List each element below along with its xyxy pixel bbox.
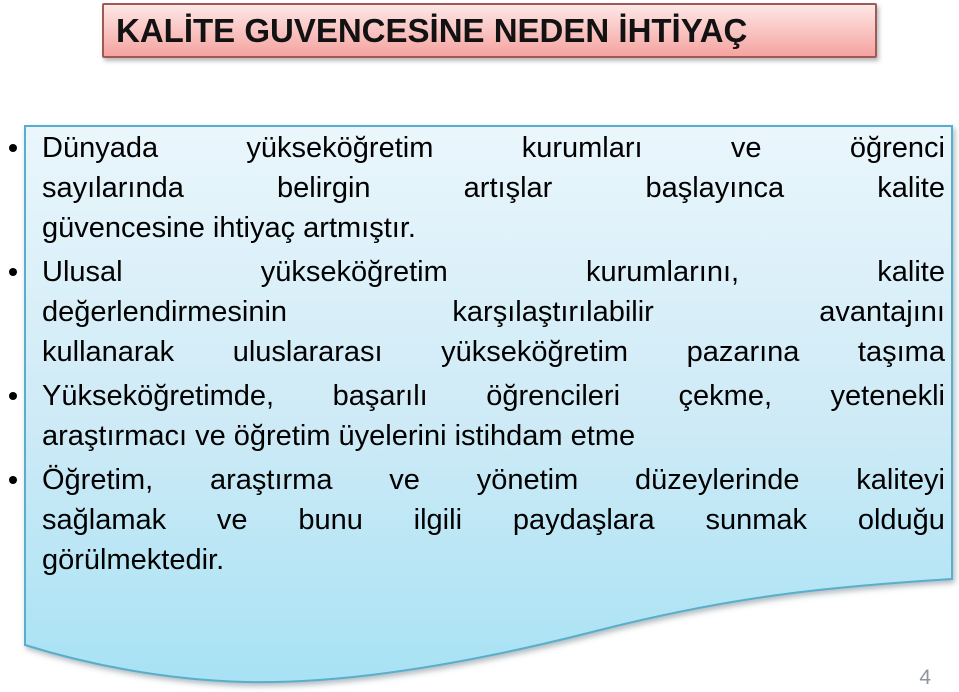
bullet-text-line: Öğretim, araştırma ve yönetim düzeylerinde kaliteyi: [42, 464, 945, 496]
bullet-dot-icon: [9, 476, 17, 484]
bullet-text-line: Ulusal yükseköğretim kurumlarını, kalite: [42, 256, 945, 288]
bullet-item: [42, 128, 945, 248]
bullet-item: [42, 252, 945, 372]
slide-title: KALİTE GUVENCESİNE NEDEN İHTİYAÇ: [116, 11, 748, 49]
slide-title-box: [102, 3, 877, 58]
bullet-item: [42, 460, 945, 580]
bullet-item: [42, 376, 945, 456]
bullet-dot-icon: [9, 268, 17, 276]
bullet-text-line: güvencesine ihtiyaç artmıştır.: [42, 212, 416, 244]
bullet-text-line: görülmektedir.: [42, 544, 225, 576]
bullet-text-line: Dünyada yükseköğretim kurumları ve öğrenci: [42, 132, 945, 164]
bullet-text-line: sayılarında belirgin artışlar başlayınca kalite: [42, 172, 945, 204]
bullet-text-line: araştırmacı ve öğretim üyelerini istihdam etme: [42, 420, 636, 452]
bullet-dot-icon: [9, 392, 17, 400]
bullet-list: [42, 128, 945, 584]
page-number: 4: [919, 666, 931, 689]
bullet-text-line: kullanarak uluslararası yükseköğretim pazarına taşıma: [42, 336, 945, 368]
bullet-text-line: Yükseköğretimde, başarılı öğrencileri çekme, yetenekli: [42, 380, 945, 412]
bullet-text-line: sağlamak ve bunu ilgili paydaşlara sunmak olduğu: [42, 504, 945, 536]
bullet-text-line: değerlendirmesinin karşılaştırılabilir avantajını: [42, 296, 945, 328]
bullet-dot-icon: [9, 144, 17, 152]
